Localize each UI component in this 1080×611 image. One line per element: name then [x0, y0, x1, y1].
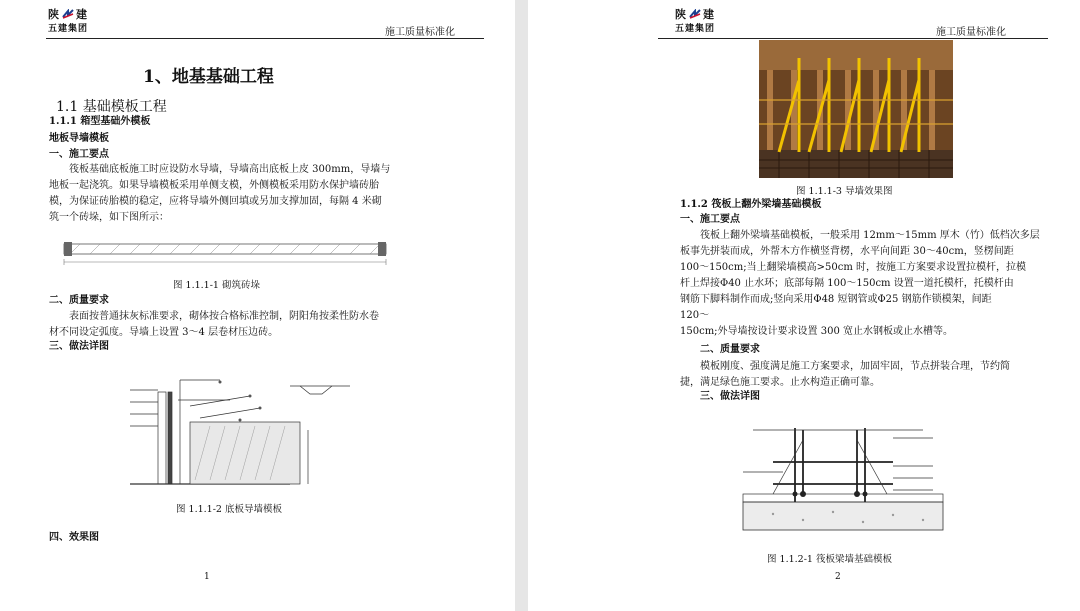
- logo-subtext: 五建集团: [675, 24, 716, 34]
- figure-caption-4: 图 1.1.2-1 筏板梁墙基础模板: [767, 554, 892, 565]
- figure-caption-1: 图 1.1.1-1 砌筑砖垛: [173, 280, 260, 291]
- text-line: 100～150cm;当上翻梁墙模高>50cm 时，按施工方案要求设置拉模杆，拉模: [680, 262, 1026, 273]
- quality-text: [680, 359, 1010, 391]
- page-header: [0, 6, 515, 40]
- heading-effect: 四、效果图: [49, 532, 99, 543]
- company-logo: [48, 6, 108, 36]
- document-page-2: [528, 0, 1080, 611]
- text-line: 表面按普通抹灰标准要求，砌体按合格标准控制，阴阳角按柔性防水卷: [69, 311, 379, 322]
- header-rule: [46, 38, 484, 39]
- heading-construction-points: 一、施工要点: [49, 149, 109, 160]
- page-gap: [515, 0, 528, 611]
- logo-mark-icon: [689, 9, 701, 19]
- text-line: 杆上焊接Φ40 止水环；底部每隔 100～150cm 设置一道托模杆，托模杆由: [680, 278, 1014, 289]
- document-page-1: [0, 0, 515, 611]
- figure-caption-3: 图 1.1.1-3 导墙效果图: [796, 186, 893, 197]
- text-line: 筑一个砖垛，如下图所示：: [49, 212, 169, 223]
- quality-text: [49, 309, 379, 341]
- text-line: 地板一起浇筑。如果导墙模板采用单侧支模，外侧模板采用防水保护墙砖胎: [49, 180, 379, 191]
- text-line: 钢筋下脚料制作而成;竖向采用Φ48 短钢管或Φ25 钢筋作锁模架，间距: [680, 294, 992, 305]
- heading-construction-points: 一、施工要点: [680, 214, 740, 225]
- text-line: 模，为保证砖胎模的稳定，应将导墙外侧回填或另加支撑加固，每隔 4 米砌: [49, 196, 382, 207]
- text-line: 筏板基础底板施工时应设防水导墙，导墙高出底板上皮 300mm，导墙与: [69, 164, 391, 175]
- heading-detail: 三、做法详图: [700, 391, 760, 402]
- subsection-title: 1.1.2 筏板上翻外梁墙基础模板: [680, 199, 822, 210]
- logo-mark-icon: [62, 9, 74, 19]
- construction-points-text: [680, 228, 1040, 340]
- logo-subtext: 五建集团: [48, 24, 89, 34]
- text-line: 筏板上翻外梁墙基础模板，一般采用 12mm～15mm 厚木（竹）低档次多层: [700, 230, 1040, 241]
- guide-wall-effect-photo: [759, 40, 953, 178]
- heading-detail: 三、做法详图: [49, 341, 109, 352]
- figure-caption-2: 图 1.1.1-2 底板导墙模板: [176, 504, 282, 515]
- topic-title: 地板导墙模板: [49, 133, 109, 144]
- text-line: 150cm;外导墙按设计要求设置 300 宽止水钢板或止水槽等。: [680, 326, 953, 337]
- text-line: 捷，满足绿色施工要求。止水构造正确可靠。: [680, 377, 880, 388]
- page-number: 2: [835, 572, 841, 582]
- logo-text-a: 陕: [48, 8, 60, 21]
- subsection-title: 1.1.1 箱型基础外模板: [49, 116, 151, 127]
- page-header: [528, 6, 1080, 40]
- header-rule: [658, 38, 1048, 39]
- guide-wall-formwork-drawing: [60, 360, 360, 492]
- text-line: 板事先拼装而成，外帮木方作横竖背楞，水平向间距 30～40cm，竖楞间距: [680, 246, 1014, 257]
- raft-beam-wall-formwork-drawing: [733, 420, 948, 538]
- text-line: 材不同设定弧度。导墙上设置 3～4 层卷材压边砖。: [49, 327, 279, 338]
- heading-quality: 二、质量要求: [49, 295, 109, 306]
- header-title: 施工质量标准化: [936, 27, 1006, 38]
- company-logo: [675, 6, 735, 36]
- brick-pier-drawing: [60, 234, 390, 274]
- chapter-title: 1、地基基础工程: [143, 67, 274, 87]
- text-line: 模板刚度、强度满足施工方案要求，加固牢固，节点拼装合理，节约简: [700, 361, 1010, 372]
- heading-quality: 二、质量要求: [700, 344, 760, 355]
- page-number: 1: [204, 572, 210, 582]
- text-line: 120～: [680, 310, 710, 321]
- construction-points-text: [49, 162, 390, 226]
- logo-text-b: 建: [703, 8, 715, 21]
- section-title: 1.1 基础模板工程: [56, 99, 167, 115]
- header-title: 施工质量标准化: [385, 27, 455, 38]
- logo-text-a: 陕: [675, 8, 687, 21]
- logo-text-b: 建: [76, 8, 88, 21]
